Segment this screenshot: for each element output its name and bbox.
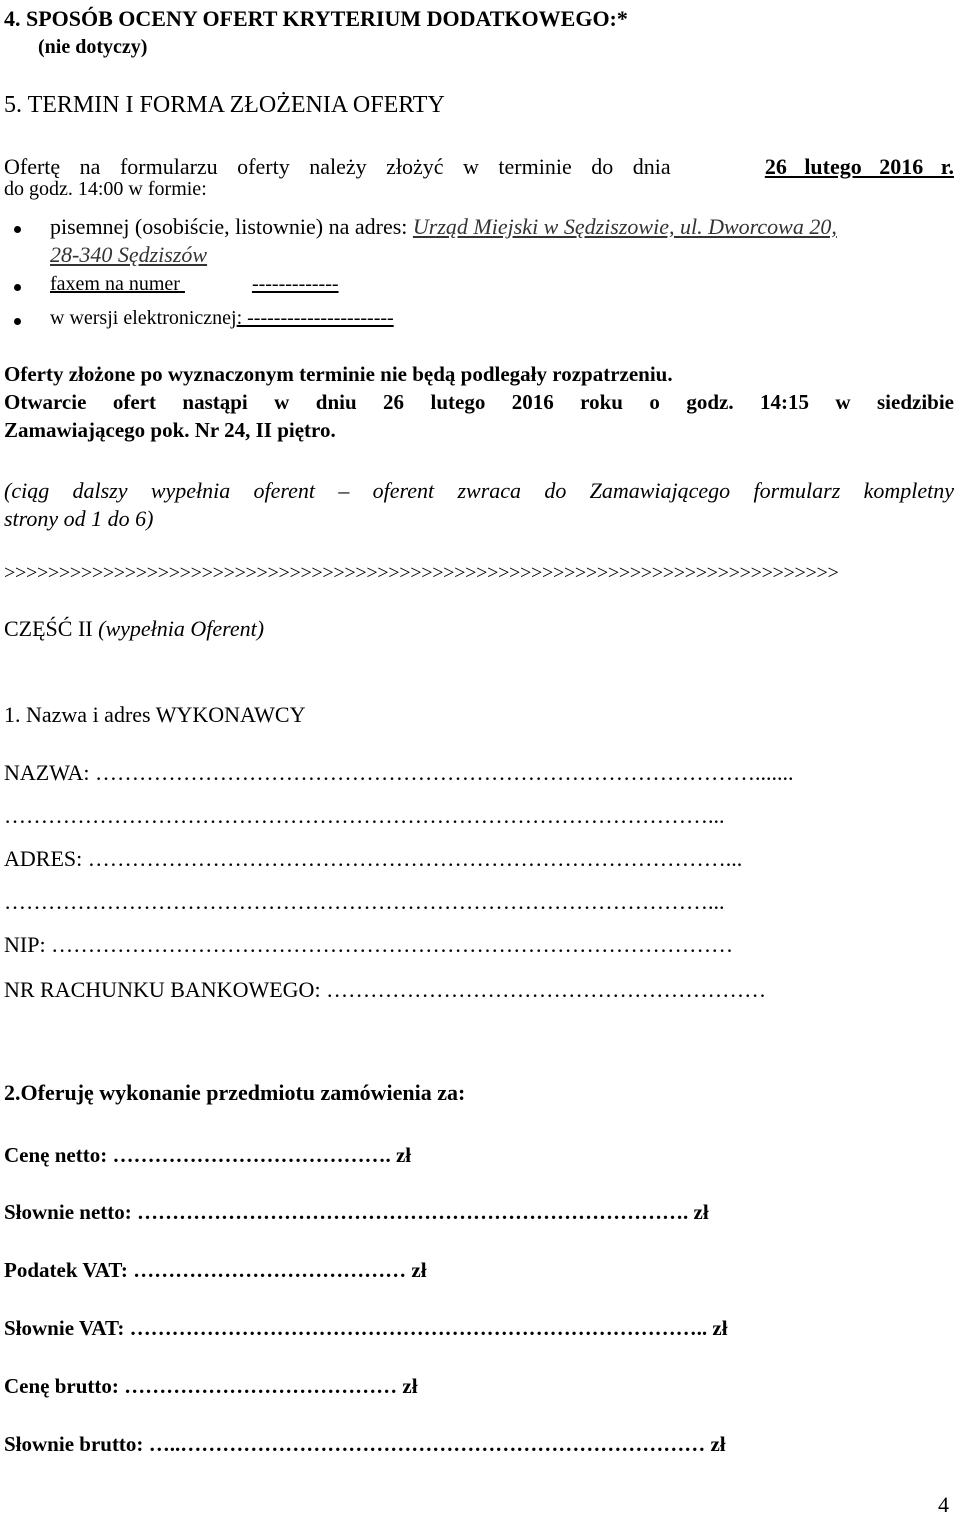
bank-dots: …………………………………………………… [326,977,767,1002]
continuation-line-1 [4,478,954,504]
nip-field-row[interactable] [4,932,956,958]
name-label: NAZWA: [4,760,90,785]
vat-row[interactable] [4,1258,427,1283]
section-5-title: 5. TERMIN I FORMA ZŁOŻENIA OFERTY [4,92,445,118]
opening-line-1 [4,390,954,415]
words-net-unit: zł [693,1200,709,1224]
price-net-label: Cenę netto: [4,1143,108,1167]
deadline-line [4,154,954,180]
bullet-2-text [50,273,339,296]
address-field-row[interactable] [4,846,956,872]
price-gross-row[interactable] [4,1374,418,1399]
vat-unit: zł [411,1258,427,1282]
fax-label: faxem na numer [50,273,180,295]
continuation-text-1: (ciąg dalszy wypełnia oferent – oferent zwraca do Zamawiającego formularz kompletny [4,478,954,503]
fax-value: ------------- [251,273,339,295]
bank-field-row[interactable] [4,977,956,1003]
bank-label: NR RACHUNKU BANKOWEGO: [4,977,321,1002]
opening-text-1: Otwarcie ofert nastąpi w dniu 26 lutego 2016 roku o godz. 14:15 w siedzibie [4,390,954,414]
page-number: 4 [938,1492,949,1517]
email-value: : ---------------------- [236,307,394,329]
nip-dots: ………………………………………………………………………………… [51,932,734,957]
late-offers-note: Oferty złożone po wyznaczonym terminie nie będą podlegały rozpatrzeniu. [4,362,673,386]
price-gross-dots: ………………………………… [124,1374,398,1398]
vat-dots: ………………………………… [133,1258,407,1282]
name-field-row[interactable] [4,760,956,786]
address-dots-2: ……………………………………………………………………………………... [4,889,725,914]
bullet-3-text [50,307,394,330]
name-field-row-2[interactable] [4,803,956,829]
opening-line-2: Zamawiającego pok. Nr 24, II piętro. [4,418,336,442]
continuation-line-2: strony od 1 do 6) [4,506,154,531]
office-address-line1: Urząd Miejski w Sędziszowie, ul. Dworcowa 20, [412,214,837,239]
price-net-unit: zł [395,1143,412,1167]
words-net-dots: ……………………………………………………………………. [137,1200,689,1224]
deadline-hour-line: do godz. 14:00 w formie: [4,178,207,200]
offer-heading: 2.Oferuję wykonanie przedmiotu zamówienia za: [4,1080,466,1105]
words-gross-row[interactable] [4,1432,726,1457]
price-net-dots: …………………………………. [112,1143,391,1167]
part-2-title [4,616,264,642]
address-label: ADRES: [4,846,83,871]
address-field-row-2[interactable] [4,889,956,915]
deadline-date: 26 lutego 2016 r. [764,154,954,179]
words-vat-label: Słownie VAT: [4,1316,125,1340]
section-4-note: (nie dotyczy) [38,36,148,58]
contractor-heading: 1. Nazwa i adres WYKONAWCY [4,702,306,727]
bullet-1-text [50,214,837,240]
part-2-subtitle: (wypełnia Oferent) [98,616,265,641]
bullet-1 [14,226,21,233]
name-dots: ………………………………………………………………………………....... [95,760,794,785]
price-net-row[interactable] [4,1143,411,1168]
words-gross-dots: …..………………………………………………………………… [148,1432,706,1456]
vat-label: Podatek VAT: [4,1258,128,1282]
name-dots-2: ……………………………………………………………………………………... [4,803,725,828]
section-4-title: 4. SPOSÓB OCENY OFERT KRYTERIUM DODATKOWEGO:* [4,6,628,31]
price-gross-unit: zł [402,1374,418,1398]
words-vat-dots: ……………………………………………………………………….. [129,1316,708,1340]
bullet-3 [14,318,21,325]
deadline-text: Ofertę na formularzu oferty należy złożyć w terminie do dnia [4,154,671,179]
words-gross-label: Słownie brutto: [4,1432,144,1456]
words-vat-row[interactable] [4,1316,728,1341]
words-net-label: Słownie netto: [4,1200,132,1224]
bullet-2 [14,284,21,291]
separator-line: >>>>>>>>>>>>>>>>>>>>>>>>>>>>>>>>>>>>>>>>>>>>>>>>>>>>>>>>>>>>>>>>>>>>>>>>>>>> [4,562,839,584]
part-2-label: CZĘŚĆ II [4,616,93,641]
nip-label: NIP: [4,932,46,957]
words-vat-unit: zł [712,1316,728,1340]
office-address-line2: 28-340 Sędziszów [50,242,208,267]
words-net-row[interactable] [4,1200,709,1225]
address-dots: ……………………………………………………………………………... [87,846,743,871]
bullet-1-label: pisemnej (osobiście, listownie) na adres: [50,214,408,239]
fax-blank [180,273,252,296]
price-gross-label: Cenę brutto: [4,1374,119,1398]
words-gross-unit: zł [710,1432,726,1456]
email-label: w wersji elektronicznej [50,307,237,329]
